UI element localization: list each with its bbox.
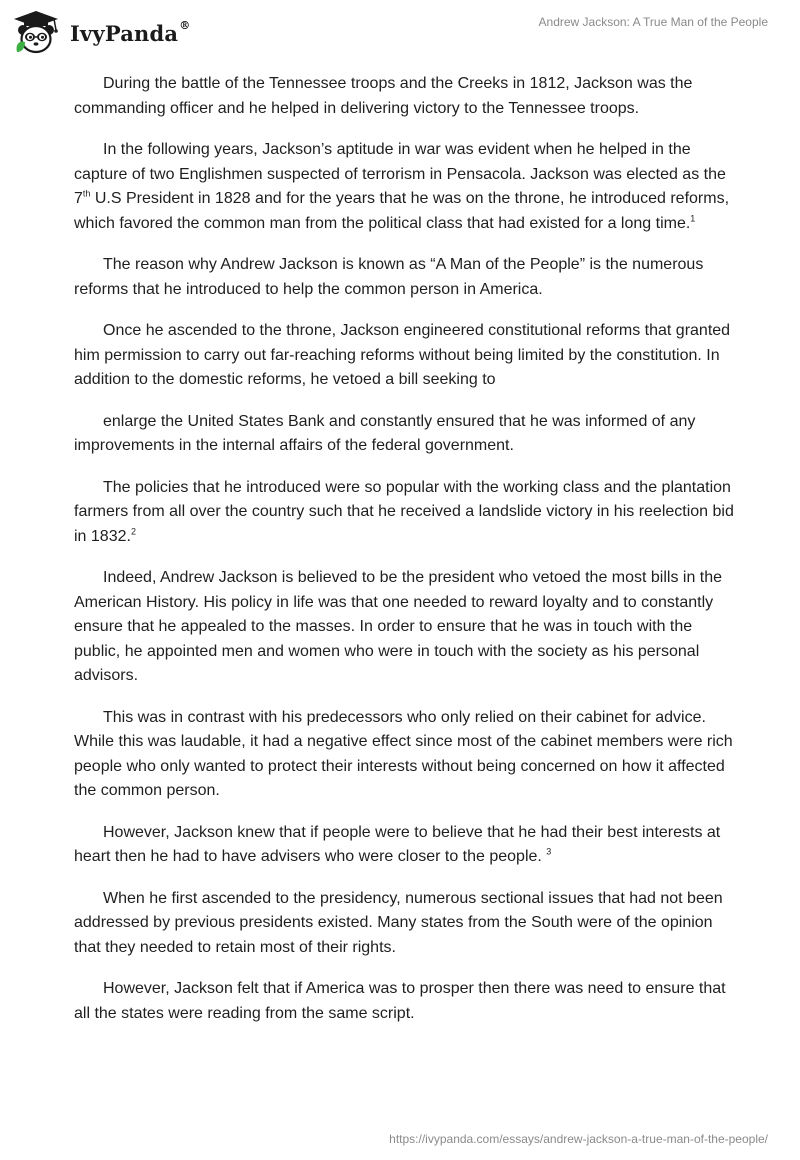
paragraph-9: However, Jackson knew that if people were to believe that he had their best interests at heart then he had to have advisers who were closer to the people. $^3$ (74, 823, 721, 865)
paragraph-6: The policies that he introduced were so popular with the working class and the plantation farmers from all over the country such that he received a landslide victory in his reelection bid in 1832.$^2$ (74, 478, 734, 545)
brand-name: IvyPanda® (70, 18, 191, 46)
paragraph-7: Indeed, Andrew Jackson is believed to be the president who vetoed the most bills in the American History. His policy in life was that one needed to reward loyalty and to constantly ensure that he appealed to the masses. In order to ensure that he was in touch with the public, he appointed men and women who were in touch with the society as his personal advisors. (74, 569, 723, 684)
paragraph-8: This was in contrast with his predecessors who only relied on their cabinet for advice. While this was laudable, it had a negative effect since most of the cabinet members were rich people who only wanted to protect their interests without being concerned on how it affected the common person. (74, 708, 733, 799)
footnote-ref-3[interactable]: 3 (546, 846, 552, 857)
paragraph-5: enlarge the United States Bank and constantly ensured that he was informed of any improvements in the internal affairs of the federal government. (74, 412, 696, 454)
footnote-ref-2[interactable]: 2 (130, 526, 136, 537)
paragraph-2: In the following years, Jackson’s aptitude in war was evident when he helped in the capture of two Englishmen suspected of terrorism in Pensacola. Jackson was elected as the 7th U.S President in 1828 and for the years that he was on the throne, he introduced reforms, which favored the common man from the political class that had existed for a long time.$^1$ (74, 141, 730, 232)
page-header (0, 0, 800, 60)
document-title: Andrew Jackson: A True Man of the People (538, 15, 768, 29)
paragraph-11: However, Jackson felt that if America was to prosper then there was need to ensure that all the states were reading from the same script. (74, 980, 726, 1022)
paragraph-10: When he first ascended to the presidency, numerous sectional issues that had not been addressed by previous presidents existed. Many states from the South were of the opinion that they needed to retain most of their rights. (74, 889, 723, 956)
ordinal-suffix: th (82, 188, 91, 199)
paragraph-4: Once he ascended to the throne, Jackson engineered constitutional reforms that granted him permission to carry out far-reaching reforms without being limited by the constitution. In addition to the domestic reforms, he vetoed a bill seeking to (74, 322, 731, 388)
panda-graduation-cap-icon (14, 8, 68, 56)
essay-body (74, 72, 734, 1043)
paragraph-3: The reason why Andrew Jackson is known as “A Man of the People” is the numerous reforms that he introduced to help the common person in America. (74, 256, 704, 298)
footnote-ref-1[interactable]: 1 (690, 213, 696, 224)
ivypanda-logo[interactable] (14, 8, 190, 56)
registered-mark: ® (179, 18, 191, 32)
paragraph-1: During the battle of the Tennessee troops and the Creeks in 1812, Jackson was the commanding officer and he helped in delivering victory to the Tennessee troops. (74, 75, 693, 117)
source-url-link[interactable]: https://ivypanda.com/essays/andrew-jackson-a-true-man-of-the-people/ (389, 1132, 768, 1146)
